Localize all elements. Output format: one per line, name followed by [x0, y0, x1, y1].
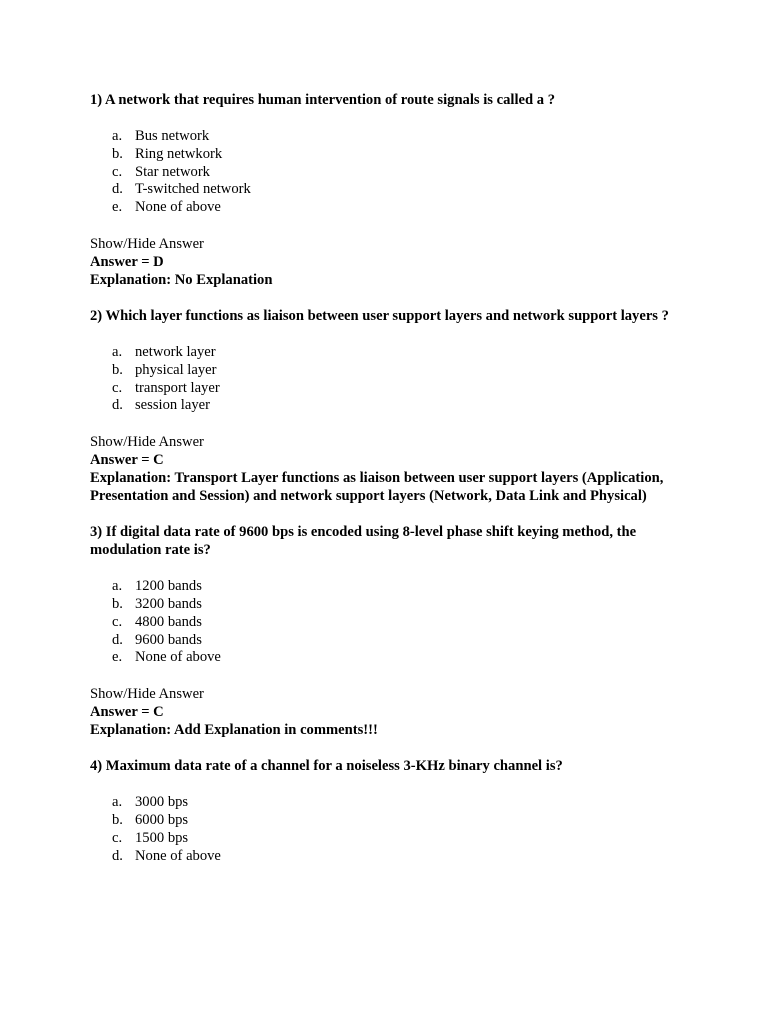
- option-item: [90, 794, 670, 812]
- option-letter: b.: [112, 811, 123, 828]
- option-text: 3000 bps: [135, 794, 189, 811]
- option-letter: c.: [112, 829, 123, 846]
- option-letter: b.: [112, 595, 123, 612]
- option-text: 1500 bps: [135, 829, 189, 846]
- answer-text: Answer = C: [90, 704, 164, 721]
- option-text: Star network: [135, 163, 210, 180]
- option-letter: e.: [112, 649, 123, 666]
- option-text: 3200 bands: [135, 595, 202, 612]
- option-item: [90, 614, 670, 632]
- question-block-4: [90, 757, 670, 865]
- option-letter: c.: [112, 163, 123, 180]
- option-text: physical layer: [135, 361, 217, 378]
- option-letter: e.: [112, 199, 123, 216]
- option-item: [90, 128, 670, 146]
- question-block-3: [90, 523, 670, 757]
- option-letter: d.: [112, 847, 123, 864]
- option-item: [90, 380, 670, 398]
- option-text: None of above: [135, 649, 221, 666]
- option-item: [90, 649, 670, 667]
- option-item: [90, 812, 670, 830]
- option-item: [90, 848, 670, 866]
- option-text: network layer: [135, 343, 216, 360]
- option-letter: d.: [112, 181, 123, 198]
- explanation-text: Explanation: Add Explanation in comments!!!: [90, 722, 378, 739]
- option-item: [90, 344, 670, 362]
- answer-text: Answer = D: [90, 253, 164, 270]
- option-letter: d.: [112, 631, 123, 648]
- show-hide-answer-link[interactable]: Show/Hide Answer: [90, 434, 204, 451]
- option-item: [90, 146, 670, 164]
- option-letter: a.: [112, 578, 123, 595]
- options-list: [90, 344, 670, 415]
- option-text: Ring netwkork: [135, 145, 223, 162]
- option-item: [90, 578, 670, 596]
- options-list: [90, 578, 670, 667]
- option-letter: a.: [112, 794, 123, 811]
- option-text: 6000 bps: [135, 811, 189, 828]
- option-text: None of above: [135, 199, 221, 216]
- option-item: [90, 362, 670, 380]
- option-text: Bus network: [135, 128, 210, 144]
- question-text: 4) Maximum data rate of a channel for a noiseless 3-KHz binary channel is?: [90, 758, 563, 775]
- question-text: 3) If digital data rate of 9600 bps is encoded using 8-level phase shift keying method, the modulation rate is?: [90, 524, 637, 559]
- option-letter: d.: [112, 397, 123, 414]
- option-letter: b.: [112, 361, 123, 378]
- explanation-text: Explanation: Transport Layer functions as liaison between user support layers (Application, Presentation and Session) and network support layers (Network, Data Link and Physical): [90, 470, 664, 505]
- option-text: 4800 bands: [135, 613, 202, 630]
- option-letter: c.: [112, 379, 123, 396]
- option-item: [90, 830, 670, 848]
- option-item: [90, 596, 670, 614]
- question-text: 2) Which layer functions as liaison between user support layers and network support layers ?: [90, 307, 669, 324]
- question-block-2: [90, 307, 670, 523]
- option-item: [90, 181, 670, 199]
- answer-text: Answer = C: [90, 452, 164, 469]
- show-hide-answer-link[interactable]: Show/Hide Answer: [90, 686, 204, 703]
- question-text: 1) A network that requires human intervention of route signals is called a ?: [90, 92, 555, 108]
- option-text: T-switched network: [135, 181, 251, 198]
- explanation-text: Explanation: No Explanation: [90, 271, 273, 288]
- option-text: transport layer: [135, 379, 220, 396]
- option-item: [90, 199, 670, 217]
- option-letter: a.: [112, 128, 123, 144]
- show-hide-answer-link[interactable]: Show/Hide Answer: [90, 235, 204, 252]
- document-page: [90, 91, 670, 865]
- options-list: [90, 128, 670, 217]
- option-item: [90, 164, 670, 182]
- question-block-1: [90, 91, 670, 307]
- option-text: None of above: [135, 847, 221, 864]
- option-item: [90, 632, 670, 650]
- option-letter: a.: [112, 343, 123, 360]
- option-text: 9600 bands: [135, 631, 202, 648]
- option-letter: b.: [112, 145, 123, 162]
- option-letter: c.: [112, 613, 123, 630]
- option-item: [90, 397, 670, 415]
- options-list: [90, 794, 670, 865]
- option-text: session layer: [135, 397, 210, 414]
- option-text: 1200 bands: [135, 578, 202, 595]
